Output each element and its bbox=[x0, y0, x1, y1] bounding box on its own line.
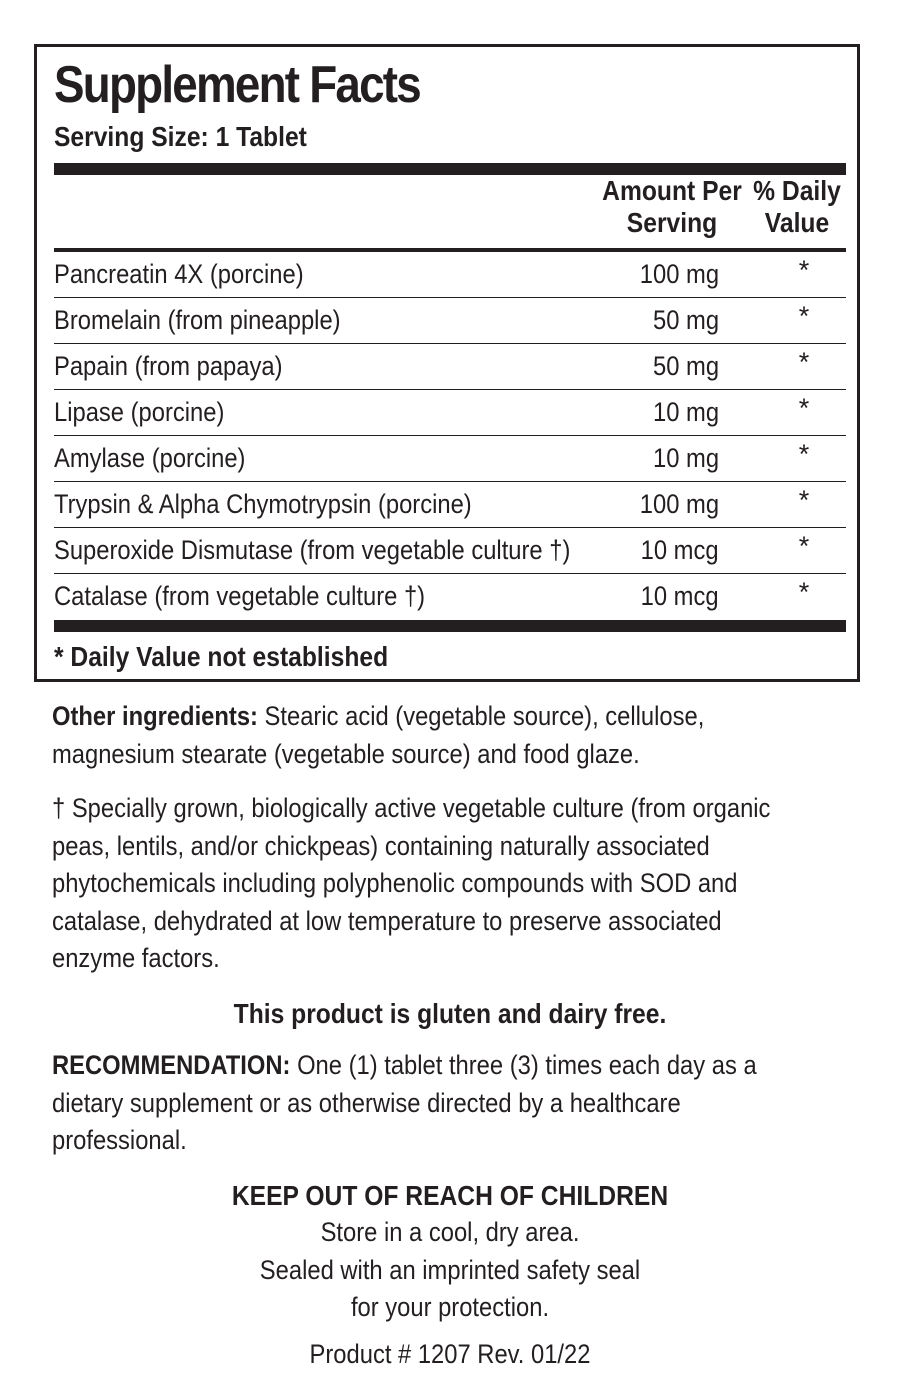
ingredient-row bbox=[54, 298, 846, 344]
other-ingredients bbox=[52, 698, 844, 773]
ingredient-amount: 100 mg bbox=[639, 489, 719, 519]
storage-instruction: Store in a cool, dry area. bbox=[320, 1217, 580, 1247]
ingredient-daily-value: * bbox=[798, 393, 810, 423]
ingredient-name: Papain (from papaya) bbox=[54, 351, 283, 381]
amount-header-line1: Amount Per bbox=[602, 175, 742, 206]
other-ingredients-label: Other ingredients: bbox=[52, 701, 258, 731]
safety-seal-note-cont: for your protection. bbox=[350, 1292, 550, 1322]
dv-header-line1: % Daily bbox=[753, 175, 841, 206]
ingredient-amount: 50 mg bbox=[652, 305, 719, 335]
ingredient-row bbox=[54, 436, 846, 482]
amount-per-serving-header bbox=[602, 175, 743, 239]
recommendation-text-1: One (1) tablet three (3) times each day as a bbox=[290, 1050, 757, 1080]
serving-size: Serving Size: 1 Tablet bbox=[54, 121, 307, 152]
keep-out-of-reach-warning: KEEP OUT OF REACH OF CHILDREN bbox=[231, 1180, 669, 1211]
ingredient-daily-value: * bbox=[798, 439, 810, 469]
ingredient-amount: 100 mg bbox=[639, 259, 719, 289]
ingredient-row bbox=[54, 574, 846, 619]
ingredient-name: Pancreatin 4X (porcine) bbox=[54, 259, 304, 289]
supplement-facts-panel bbox=[34, 44, 860, 682]
ingredient-name: Superoxide Dismutase (from vegetable culture †) bbox=[54, 535, 571, 565]
ingredient-name: Bromelain (from pineapple) bbox=[54, 305, 341, 335]
daily-value-footnote: * Daily Value not established bbox=[54, 641, 389, 672]
ingredient-name: Trypsin & Alpha Chymotrypsin (porcine) bbox=[54, 489, 472, 519]
dagger-line: catalase, dehydrated at low temperature to preserve associated bbox=[52, 905, 722, 936]
ingredient-name: Lipase (porcine) bbox=[54, 397, 225, 427]
ingredient-name: Amylase (porcine) bbox=[54, 443, 246, 473]
ingredient-daily-value: * bbox=[798, 347, 810, 377]
facts-title: Supplement Facts bbox=[54, 56, 420, 114]
ingredient-rows bbox=[54, 252, 846, 619]
recommendation bbox=[52, 1047, 844, 1160]
dagger-footnote bbox=[52, 790, 844, 978]
recommendation-text-2: dietary supplement or as otherwise directed by a healthcare bbox=[52, 1087, 681, 1118]
ingredient-daily-value: * bbox=[798, 531, 810, 561]
recommendation-text-3: professional. bbox=[52, 1125, 187, 1155]
product-number: Product # 1207 Rev. 01/22 bbox=[309, 1339, 591, 1369]
ingredient-name: Catalase (from vegetable culture †) bbox=[54, 581, 426, 611]
ingredient-amount: 10 mg bbox=[652, 443, 719, 473]
dagger-line: † Specially grown, biologically active vegetable culture (from organic bbox=[52, 793, 771, 823]
bottom-thick-rule bbox=[54, 620, 846, 632]
ingredient-amount: 10 mcg bbox=[641, 581, 719, 611]
ingredient-amount: 10 mcg bbox=[641, 535, 719, 565]
other-ingredients-text-1: Stearic acid (vegetable source), cellulose, bbox=[257, 701, 705, 731]
ingredient-row bbox=[54, 252, 846, 298]
ingredient-daily-value: * bbox=[798, 485, 810, 515]
ingredient-row bbox=[54, 482, 846, 528]
top-thick-rule bbox=[54, 163, 846, 175]
daily-value-header bbox=[744, 175, 850, 239]
dv-header-line2: Value bbox=[764, 207, 830, 238]
ingredient-amount: 10 mg bbox=[652, 397, 719, 427]
dagger-line: enzyme factors. bbox=[52, 943, 220, 973]
dagger-line: peas, lentils, and/or chickpeas) containing naturally associated bbox=[52, 830, 710, 861]
safety-seal-note: Sealed with an imprinted safety seal bbox=[259, 1255, 641, 1285]
ingredient-row bbox=[54, 390, 846, 436]
amount-header-line2: Serving bbox=[626, 207, 718, 238]
ingredient-row bbox=[54, 344, 846, 390]
dagger-line: phytochemicals including polyphenolic compounds with SOD and bbox=[52, 868, 738, 898]
gluten-dairy-free-statement: This product is gluten and dairy free. bbox=[233, 998, 667, 1029]
ingredient-row bbox=[54, 528, 846, 574]
recommendation-label: RECOMMENDATION: bbox=[52, 1050, 291, 1080]
ingredient-daily-value: * bbox=[798, 577, 810, 607]
ingredient-amount: 50 mg bbox=[652, 351, 719, 381]
other-ingredients-text-2: magnesium stearate (vegetable source) and food glaze. bbox=[52, 738, 640, 769]
ingredient-daily-value: * bbox=[798, 301, 810, 331]
ingredient-daily-value: * bbox=[798, 255, 810, 285]
